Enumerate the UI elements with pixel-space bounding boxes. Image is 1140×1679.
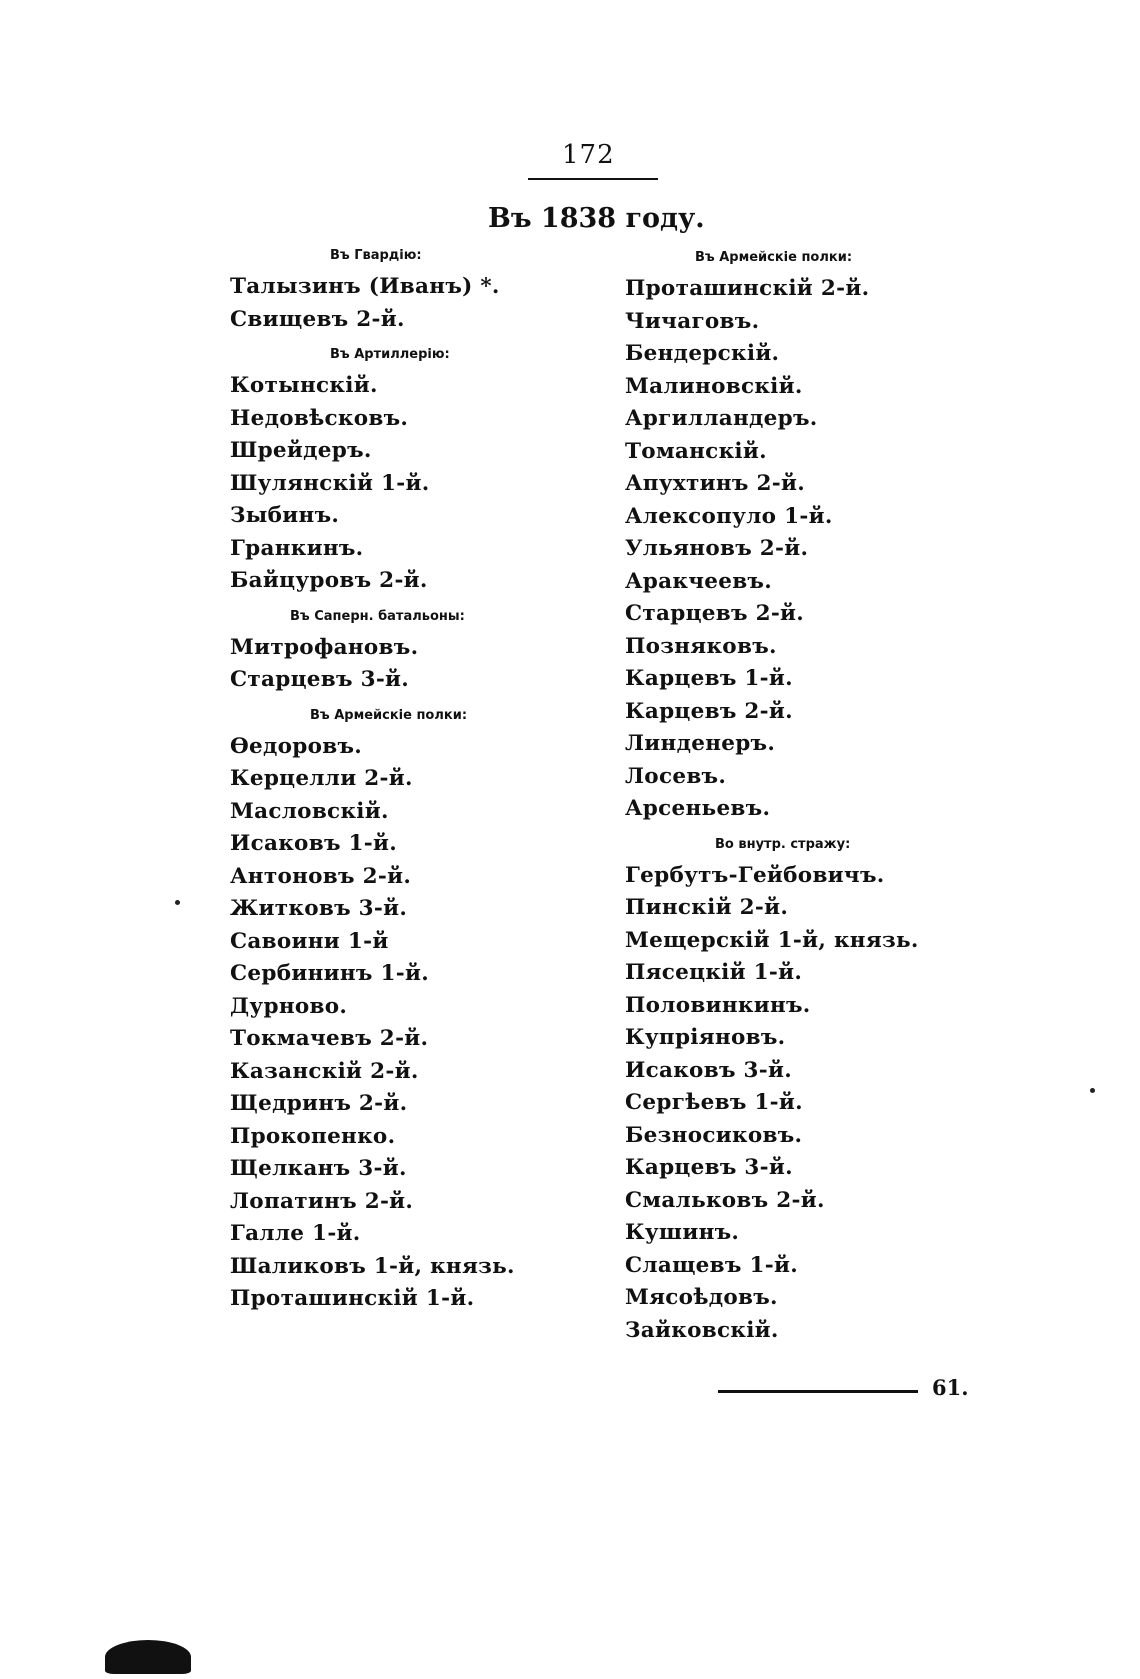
- name-entry: Ульяновъ 2-й.: [625, 536, 809, 561]
- ink-speck: [1090, 1088, 1095, 1093]
- name-entry: Шрейдеръ.: [230, 438, 372, 463]
- name-entry: Антоновъ 2-й.: [230, 863, 412, 889]
- name-entry: Карцевъ 2-й.: [625, 698, 793, 724]
- page-title: Въ 1838 году.: [488, 203, 705, 234]
- name-entry: Керцелли 2-й.: [230, 766, 413, 791]
- name-entry: Исаковъ 3-й.: [625, 1057, 793, 1083]
- name-entry: Карцевъ 1-й.: [625, 666, 793, 691]
- name-entry: Пинскій 2-й.: [625, 895, 789, 920]
- name-entry: Свищевъ 2-й.: [230, 306, 405, 332]
- name-entry: Савоини 1-й: [230, 928, 389, 954]
- name-entry: Линденеръ.: [625, 731, 776, 756]
- name-entry: Лопатинъ 2-й.: [230, 1188, 414, 1214]
- name-entry: Токмачевъ 2-й.: [230, 1026, 429, 1051]
- page-number-rule: [528, 178, 658, 180]
- name-entry: Митрофановъ.: [230, 634, 419, 660]
- name-entry: Слащевъ 1-й.: [625, 1252, 798, 1278]
- name-entry: Чичаговъ.: [625, 308, 760, 334]
- name-entry: Старцевъ 3-й.: [230, 667, 410, 692]
- name-entry: Ѳедоровъ.: [230, 733, 363, 759]
- name-entry: Мещерскій 1-й, князь.: [625, 927, 919, 953]
- section-heading: Въ Саперн. батальоны:: [290, 608, 465, 624]
- name-entry: Сергѣевъ 1-й.: [625, 1090, 803, 1115]
- name-entry: Арсеньевъ.: [625, 796, 771, 821]
- name-entry: Аракчеевъ.: [625, 568, 773, 594]
- name-entry: Недовѣсковъ.: [230, 405, 409, 431]
- section-heading: Въ Гвардію:: [330, 248, 422, 263]
- name-entry: Кушинъ.: [625, 1220, 740, 1245]
- section-heading: Въ Армейскіе полки:: [310, 707, 468, 723]
- name-entry: Мясоѣдовъ.: [625, 1285, 778, 1310]
- name-entry: Аргилландеръ.: [625, 406, 818, 431]
- name-entry: Купріяновъ.: [625, 1025, 786, 1050]
- name-entry: Шаликовъ 1-й, князь.: [230, 1253, 515, 1279]
- name-entry: Прокопенко.: [230, 1123, 396, 1149]
- ink-blot: [105, 1640, 191, 1674]
- name-entry: Казанскій 2-й.: [230, 1058, 419, 1084]
- name-entry: Шулянскій 1-й.: [230, 470, 430, 496]
- name-entry: Томанскій.: [625, 438, 767, 464]
- name-entry: Талызинъ (Иванъ) *.: [230, 274, 500, 299]
- name-entry: Зыбинъ.: [230, 503, 340, 528]
- name-entry: Гербутъ-Гейбовичъ.: [625, 862, 885, 888]
- name-entry: Масловскій.: [230, 798, 389, 824]
- section-heading: Въ Армейскіе полки:: [695, 250, 853, 265]
- name-entry: Байцуровъ 2-й.: [230, 568, 428, 593]
- section-heading: Въ Артиллерію:: [330, 347, 450, 362]
- name-entry: Проташинскій 2-й.: [625, 276, 870, 301]
- name-entry: Бендерскій.: [625, 341, 780, 366]
- name-entry: Дурново.: [230, 993, 348, 1019]
- name-entry: Апухтинъ 2-й.: [625, 471, 806, 496]
- name-entry: Зайковскій.: [625, 1317, 779, 1343]
- section-heading: Во внутр. стражу:: [715, 836, 851, 852]
- name-entry: Исаковъ 1-й.: [230, 831, 398, 856]
- name-entry: Галле 1-й.: [230, 1221, 361, 1246]
- name-entry: Проташинскій 1-й.: [230, 1286, 475, 1311]
- name-entry: Старцевъ 2-й.: [625, 601, 805, 626]
- ink-speck: [175, 900, 180, 905]
- name-entry: Житковъ 3-й.: [230, 896, 408, 921]
- name-entry: Смальковъ 2-й.: [625, 1187, 825, 1213]
- name-entry: Половинкинъ.: [625, 992, 811, 1018]
- name-entry: Карцевъ 3-й.: [625, 1155, 793, 1180]
- name-entry: Алексопуло 1-й.: [625, 503, 833, 529]
- name-entry: Щелканъ 3-й.: [230, 1156, 407, 1181]
- name-entry: Котынскій.: [230, 373, 378, 398]
- page-number: 172: [562, 140, 615, 170]
- name-entry: Сербининъ 1-й.: [230, 961, 430, 986]
- name-entry: Малиновскій.: [625, 373, 803, 399]
- name-entry: Гранкинъ.: [230, 535, 364, 561]
- name-entry: Безносиковъ.: [625, 1122, 803, 1148]
- name-entry: Позняковъ.: [625, 633, 777, 659]
- summary-rule: [718, 1390, 918, 1393]
- name-entry: Пясецкій 1-й.: [625, 960, 803, 985]
- name-entry: Лосевъ.: [625, 763, 727, 789]
- summary-total: 61.: [932, 1375, 969, 1400]
- name-entry: Щедринъ 2-й.: [230, 1091, 408, 1116]
